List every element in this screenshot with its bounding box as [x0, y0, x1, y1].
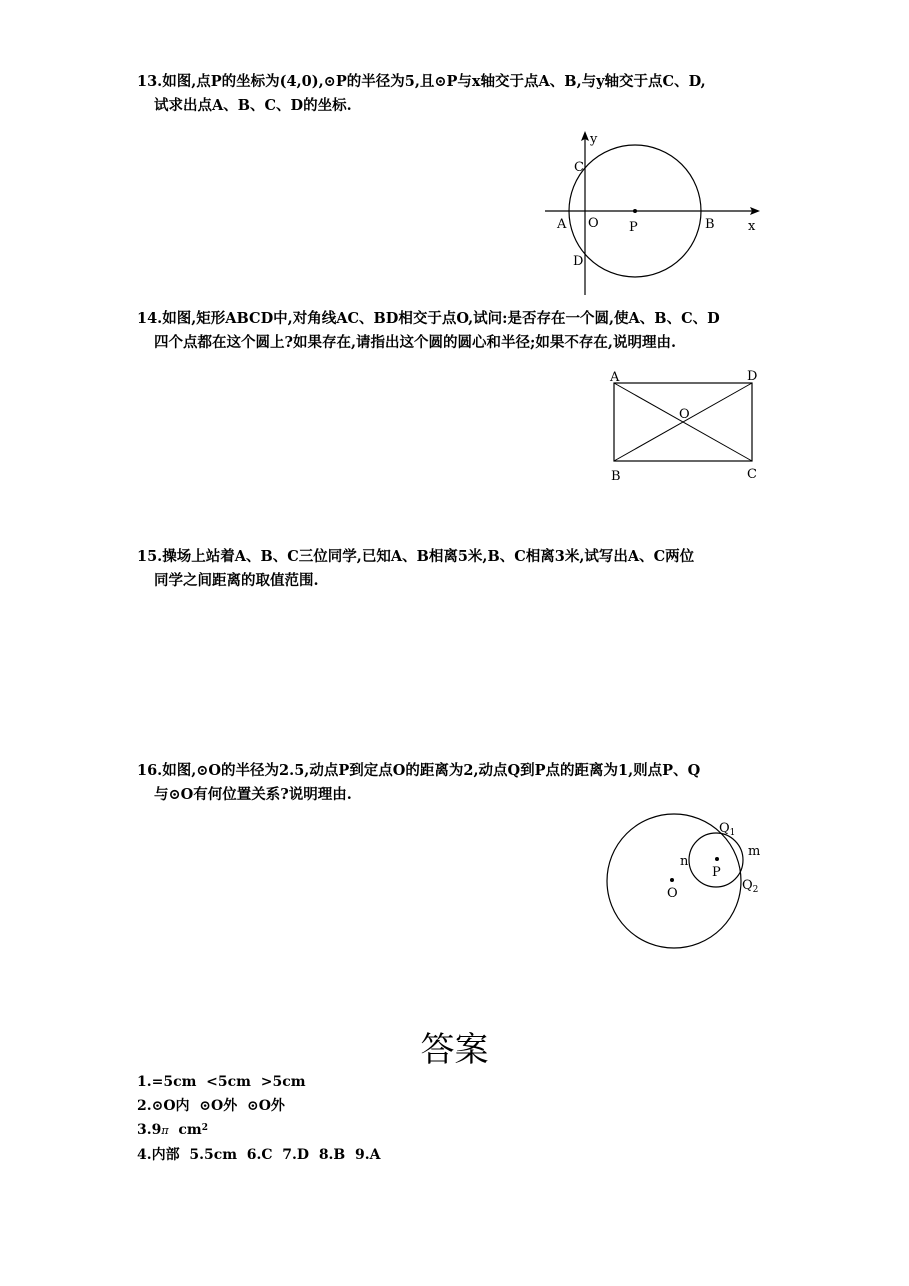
label-y: y: [590, 132, 598, 147]
figure-13-circle-axes: [540, 125, 770, 300]
question-14: [137, 307, 777, 355]
point-o: [670, 878, 674, 882]
label-c: C: [747, 467, 757, 482]
answer-line-2: 2.⊙O内 ⊙O外 ⊙O外: [137, 1098, 285, 1114]
question-13-line-1: 13.如图,点P的坐标为(4,0),⊙P的半径为5,且⊙P与x轴交于点A、B,与y轴交于点C、D,: [137, 73, 706, 90]
label-c: C: [574, 160, 584, 175]
question-14-line-2: 四个点都在这个圆上?如果存在,请指出这个圆的圆心和半径;如果不存在,说明理由.: [154, 334, 676, 351]
label-a: A: [557, 217, 567, 232]
point-p: [633, 209, 637, 213]
label-q2: $Q_2$: [742, 878, 759, 895]
question-16-line-2: 与⊙O有何位置关系?说明理由.: [154, 786, 352, 803]
answer-line-4: 4.内部 5.5cm 6.C 7.D 8.B 9.A: [137, 1147, 381, 1163]
label-p: P: [712, 865, 721, 880]
answer-line-3: 3.9π $cm^2$: [137, 1122, 208, 1138]
label-x: x: [748, 219, 756, 234]
question-13-line-2: 试求出点A、B、C、D的坐标.: [154, 97, 352, 114]
question-15-line-1: 15.操场上站着A、B、C三位同学,已知A、B相离5米,B、C相离3米,试写出A、C两位: [137, 548, 695, 565]
question-14-line-1: 14.如图,矩形ABCD中,对角线AC、BD相交于点O,试问:是否存在一个圆,使A、B、C、D: [137, 310, 720, 327]
answers-title: 答案: [420, 1030, 489, 1070]
question-13: [137, 70, 777, 118]
answers-list: [137, 1070, 381, 1167]
label-b: B: [705, 217, 715, 232]
label-o: O: [588, 216, 599, 231]
label-p: P: [629, 220, 638, 235]
label-n: n: [680, 854, 689, 869]
point-p: [715, 857, 719, 861]
answer-line-1: 1.=5cm <5cm >5cm: [137, 1074, 306, 1090]
label-d: D: [573, 254, 584, 269]
label-a: A: [610, 370, 620, 385]
label-o: O: [679, 407, 690, 422]
label-m: m: [748, 844, 761, 859]
label-d: D: [747, 369, 758, 384]
question-15: [137, 545, 777, 593]
question-16: [137, 759, 777, 807]
figure-16-circles: [600, 810, 770, 955]
label-b: B: [611, 469, 621, 484]
figure-14-rectangle: [605, 365, 765, 485]
label-o: O: [667, 886, 678, 901]
label-q1: $Q_1$: [719, 821, 736, 838]
question-16-line-1: 16.如图,⊙O的半径为2.5,动点P到定点O的距离为2,动点Q到P点的距离为1,则点P、Q: [137, 762, 701, 779]
question-15-line-2: 同学之间距离的取值范围.: [154, 572, 319, 589]
